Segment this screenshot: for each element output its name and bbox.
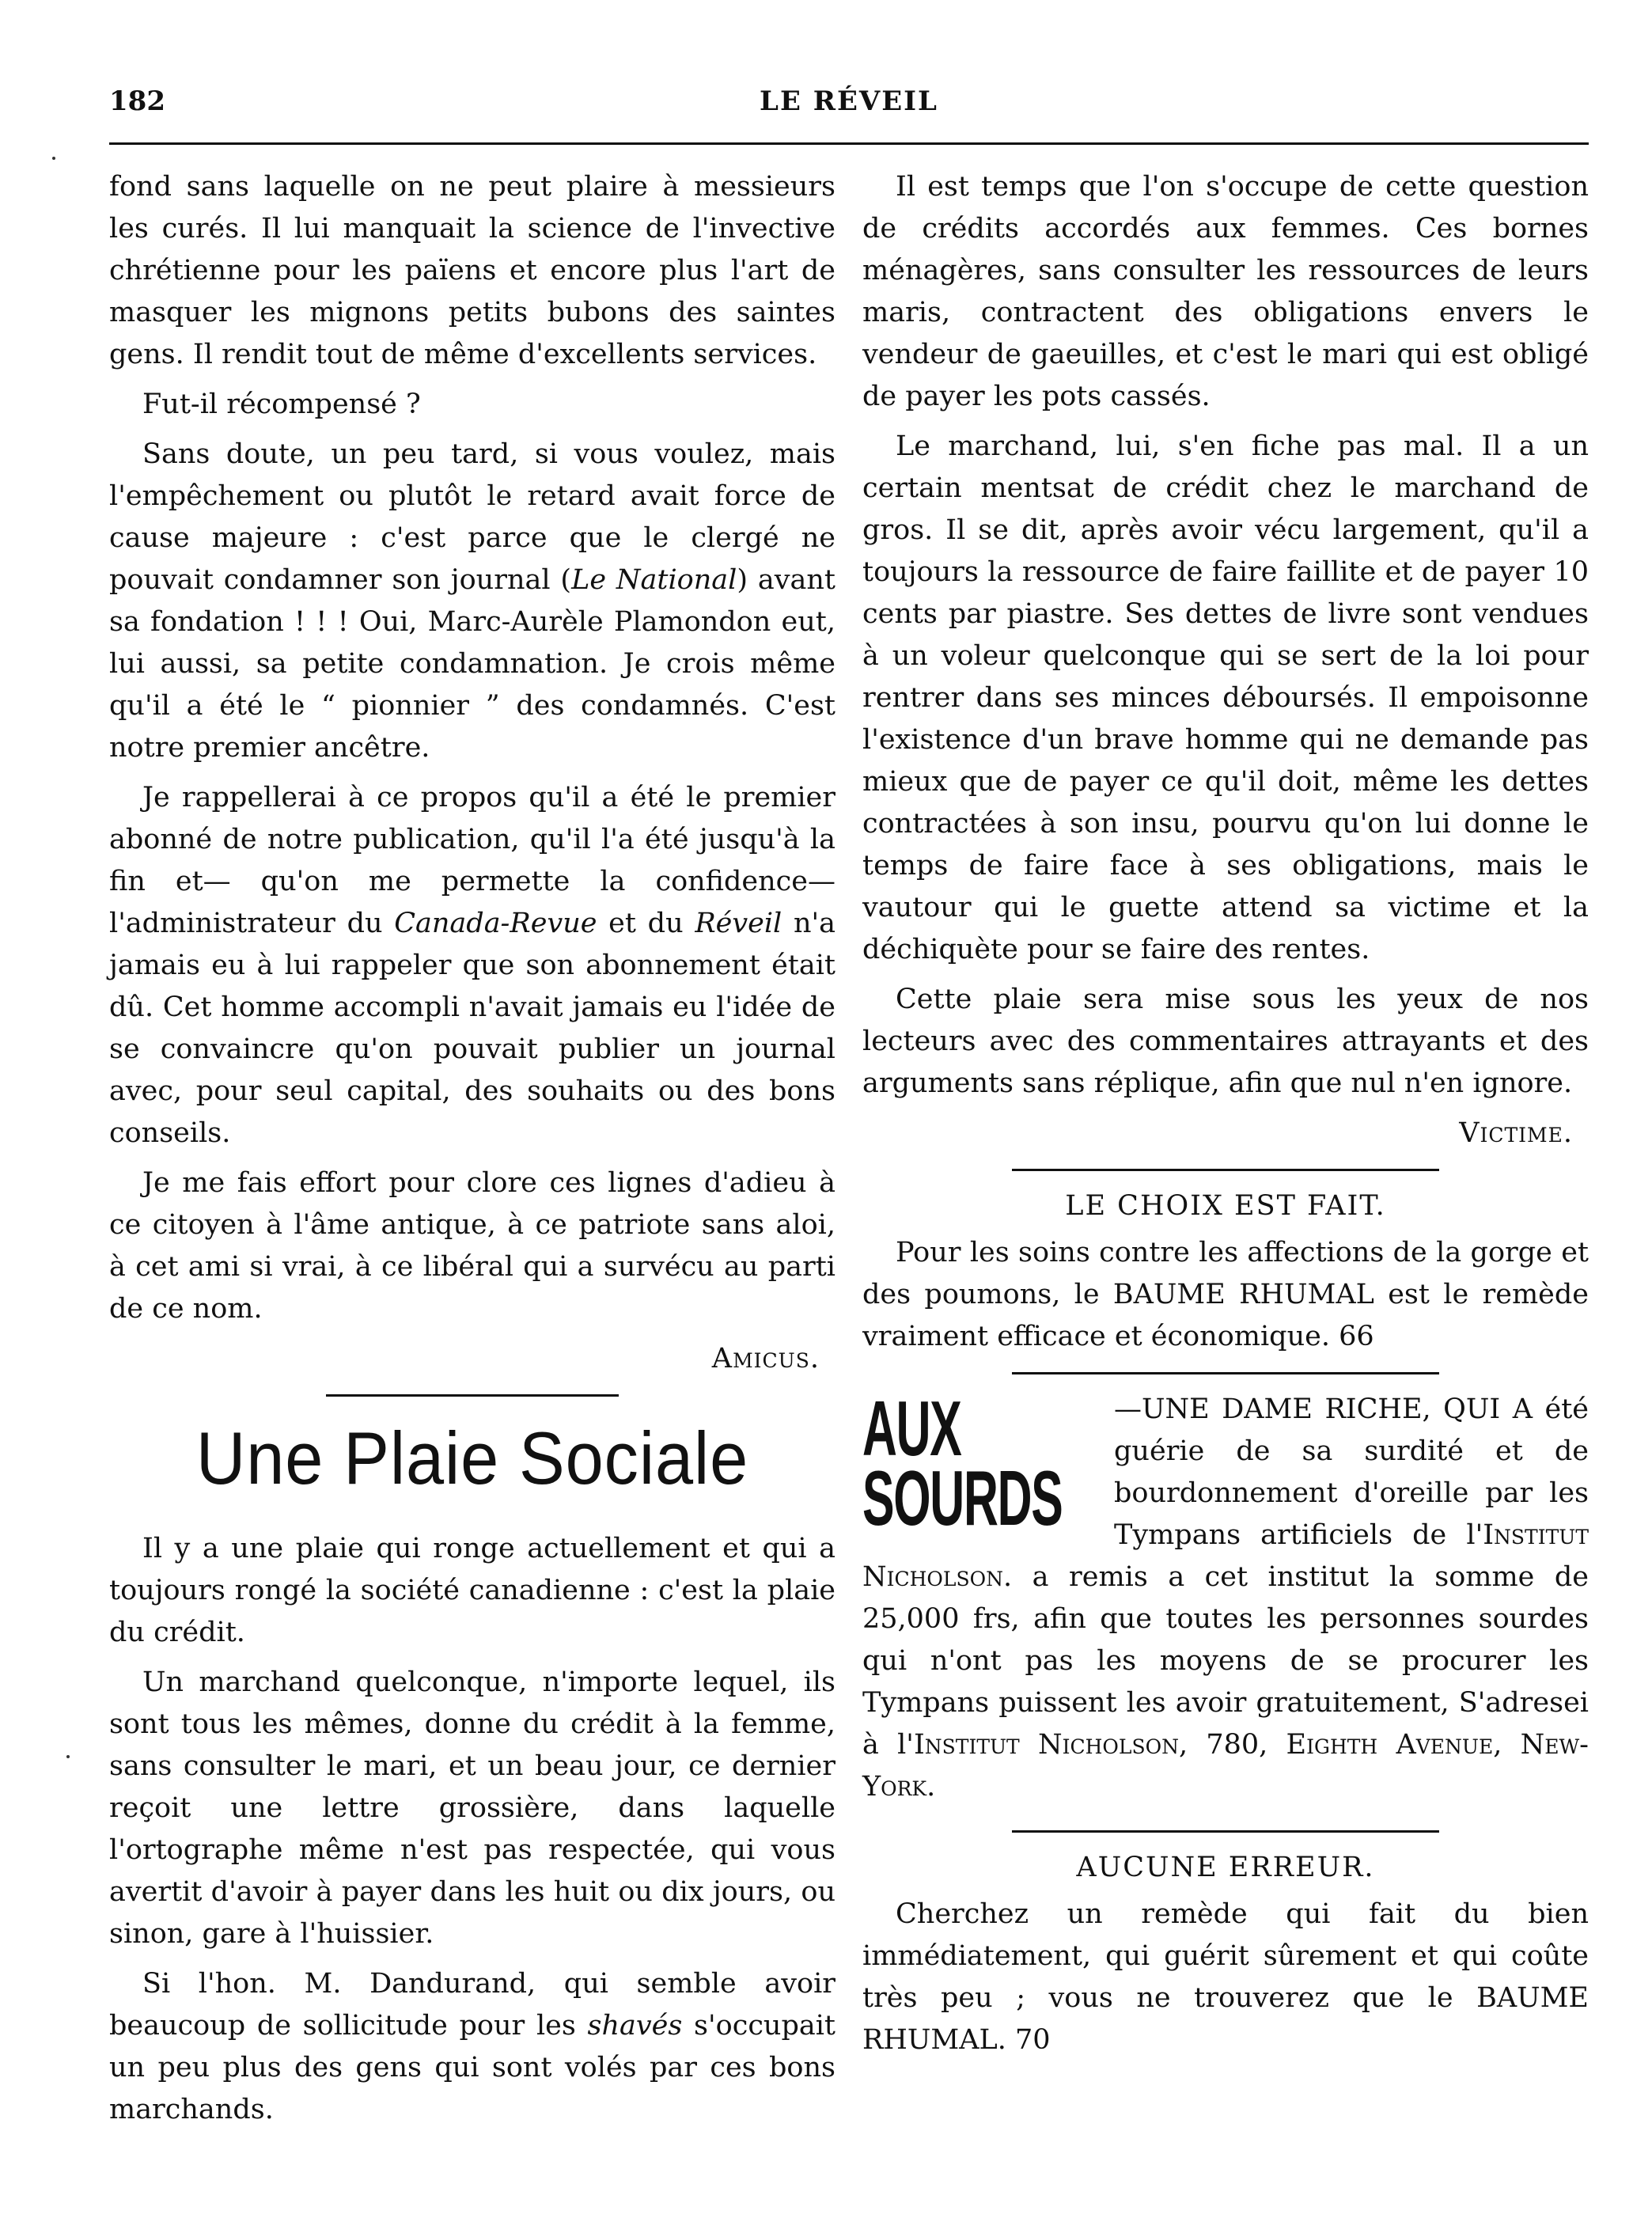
separator-rule — [1012, 1169, 1439, 1171]
text-run: Sans doute, un peu tard, si vous voulez, mais l'empêchement ou plutôt le retard avait force de cause majeure : c'est parce que le clergé ne pouvait condamner son journal ( — [109, 438, 835, 596]
paragraph — [109, 1963, 835, 2131]
paragraph — [109, 777, 835, 1155]
text-run: Cherchez un remède qui fait du bien immédiatement, qui guérit sûrement et qui coûte très peu ; vous ne trouverez que le BAUME RHUMAL. — [862, 1898, 1589, 2056]
journal-title: LE RÉVEIL — [760, 85, 938, 117]
text-run: , 780, — [1179, 1729, 1286, 1761]
separator-rule — [326, 1394, 619, 1397]
paragraph: Il y a une plaie qui ronge actuellement et qui a toujours rongé la société canadienne : c'est la plaie du crédit. — [109, 1533, 835, 1648]
text-run: —UNE DAME RICHE, QUI A été guérie de sa surdité et de bourdonnement d'oreille par les Tympans artificiels de l' — [1114, 1393, 1589, 1551]
header-rule — [109, 142, 1589, 145]
text-run: Je rappellerai à ce propos qu'il a été le premier abonné de notre publication, qu'il l'a été jusqu'à la fin et— qu'on me permette la confidence— l'administrateur du — [109, 782, 835, 939]
newspaper-name: Réveil — [695, 908, 782, 939]
ad-number: 70 — [1015, 2024, 1051, 2056]
ad-aux-sourds — [862, 1385, 1589, 1816]
separator-rule — [1012, 1372, 1439, 1374]
paragraph: Le marchand, lui, s'en fiche pas mal. Il a un certain mentsat de crédit chez le marchand de gros. Il se dit, après avoir vécu largement, qu'il a toujours la ressource de faire faillite et de payer 10 cents par piastre. Ses dettes de livre sont vendues à un voleur quelconque qui se sert de la loi pour rentrer dans ses minces déboursés. Il empoisonne l'existence d'un brave homme qui ne demande pas mieux que de payer ce qu'il doit, même les dettes contractées à son insu, pourvu qu'on lui donne le temps de faire face à ses obligations, mais le vautour qui le guette attend sa victime et la déchiquète pour se faire des rentes. — [862, 430, 1589, 965]
page-number: 182 — [109, 85, 165, 117]
paragraph: Un marchand quelconque, n'importe lequel, ils sont tous les mêmes, donne du crédit à la femme, sans consulter le mari, et un beau jour, ce dernier reçoit une lettre grossière, dans laquelle l'ortographe même n'est pas respectée, qui vous avertit d'avoir à payer dans les huit ou dix jours, ou sinon, gare à l'huissier. — [109, 1666, 835, 1950]
text-run: ) avant sa fondation ! ! ! Oui, Marc-Aurèle Plamondon eut, lui aussi, sa petite condamnation. Je crois même qu'il a été le “ pionnier ” des condamnés. C'est notre premier ancêtre. — [109, 564, 835, 764]
italic-word: shavés — [587, 2010, 683, 2042]
signature-amicus: Amicus. — [711, 1343, 820, 1374]
paragraph: fond sans laquelle on ne peut plaire à messieurs les curés. Il lui manquait la science de l'invective chrétienne pour les païens et encore plus l'art de masquer les mignons petits bubons des saintes gens. Il rendit tout de même d'excellents services. — [109, 171, 835, 370]
newspaper-name: Le National — [571, 564, 737, 596]
paragraph: Je me fais effort pour clore ces lignes d'adieu à ce citoyen à l'âme antique, à ce patriote sans aloi, à cet ami si vrai, à ce libéral qui a survécu au parti de ce nom. — [109, 1167, 835, 1325]
text-run: n'a jamais eu à lui rappeler que son abonnement était dû. Cet homme accompli n'avait jamais eu l'idée de se convaincre qu'on pouvait publier un journal avec, pour seul capital, des souhaits ou des bons conseils. — [109, 908, 835, 1149]
ad-sourds-heading: AUX SOURDS — [862, 1385, 1063, 1541]
running-head — [109, 85, 1589, 133]
paragraph: Cette plaie sera mise sous les yeux de nos lecteurs avec des commentaires attrayants et des arguments sans réplique, afin que nul n'en ignore. — [862, 984, 1589, 1099]
right-column — [862, 166, 1589, 2069]
newspaper-name: Canada-Revue — [394, 908, 597, 939]
ad-title-erreur: AUCUNE ERREUR. — [1076, 1852, 1375, 1883]
text-run: et du — [597, 908, 695, 939]
institution-name: Institut Nicholson — [862, 1519, 1589, 1593]
paragraph: Il est temps que l'on s'occupe de cette question de crédits accordés aux femmes. Ces bornes ménagères, sans consulter les ressources de leurs maris, contractent des obligations envers le vendeur de gaeuilles, et c'est le mari qui est obligé de payer les pots cassés. — [862, 171, 1589, 412]
ad-erreur-text — [862, 1894, 1589, 2061]
print-speck — [66, 1755, 70, 1758]
text-run: s'occupait un peu plus des gens qui sont volés par ces bons marchands. — [109, 2010, 835, 2125]
text-run: Pour les soins contre les affections de la gorge et des poumons, le BAUME RHUMAL est le remède vraiment efficace et économique. — [862, 1237, 1589, 1352]
paragraph: Fut-il récompensé ? — [142, 389, 421, 420]
institution-name: Institut Nicholson — [913, 1729, 1179, 1761]
ad-choix-text — [862, 1232, 1589, 1358]
text-run: . a remis a cet institut la somme de 25,000 frs, afin que toutes les personnes sourdes qui n'ont pas les moyens de se procurer les Tympans puissent les avoir gratuitement, S'adresei à l' — [862, 1561, 1589, 1761]
ad-title-choix: LE CHOIX EST FAIT. — [1065, 1190, 1386, 1222]
article-headline: Une Plaie Sociale — [195, 1416, 749, 1500]
ad-number: 66 — [1339, 1321, 1374, 1352]
text-run: Si l'hon. M. Dandurand, qui semble avoir beaucoup de sollicitude pour les — [109, 1968, 835, 2042]
separator-rule — [1012, 1830, 1439, 1833]
address: Eighth Avenue, New-York. — [862, 1729, 1589, 1803]
paragraph — [109, 434, 835, 769]
left-column — [109, 166, 835, 2139]
signature-victime: Victime. — [1459, 1117, 1573, 1149]
print-speck — [52, 157, 55, 160]
